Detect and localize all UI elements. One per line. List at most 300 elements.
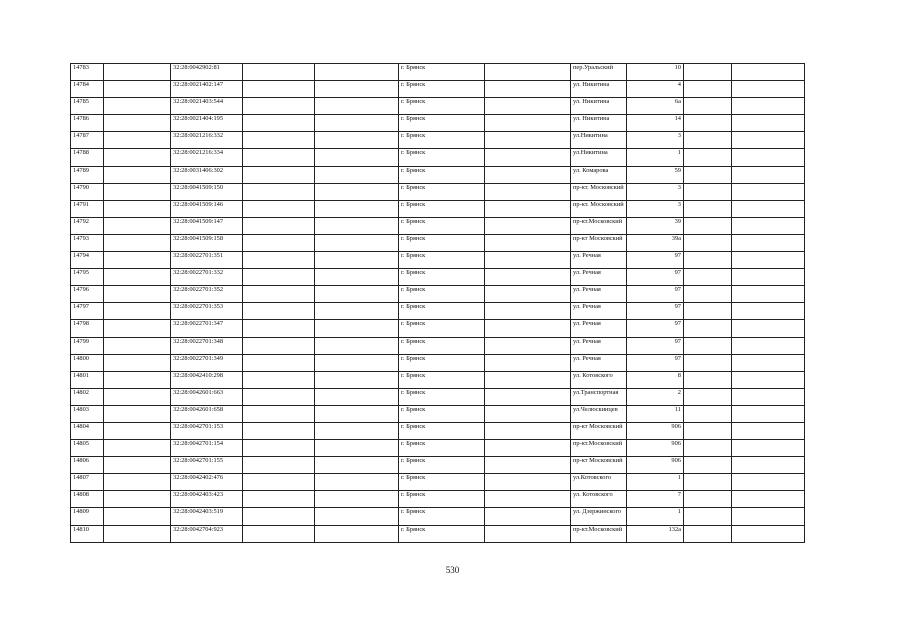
empty-cell bbox=[243, 371, 315, 388]
empty-cell bbox=[104, 183, 171, 200]
empty-cell bbox=[485, 81, 571, 98]
empty-cell bbox=[684, 149, 732, 166]
empty-cell bbox=[684, 200, 732, 217]
cell-id: 14810 bbox=[71, 525, 104, 542]
cell-cadastral: 32:28:0041509:158 bbox=[171, 234, 243, 251]
registry-table bbox=[70, 63, 805, 543]
cell-cadastral: 32:28:0022701:349 bbox=[171, 354, 243, 371]
cell-city: г. Брянск bbox=[399, 81, 485, 98]
empty-cell bbox=[732, 183, 805, 200]
empty-cell bbox=[485, 200, 571, 217]
table-row bbox=[71, 474, 805, 491]
cell-city: г. Брянск bbox=[399, 320, 485, 337]
empty-cell bbox=[485, 217, 571, 234]
cell-cadastral: 32:28:0041509:150 bbox=[171, 183, 243, 200]
table-row bbox=[71, 252, 805, 269]
empty-cell bbox=[243, 440, 315, 457]
cell-id: 14794 bbox=[71, 252, 104, 269]
cell-id: 14809 bbox=[71, 508, 104, 525]
empty-cell bbox=[104, 115, 171, 132]
empty-cell bbox=[684, 303, 732, 320]
cell-street: ул.Котовского bbox=[571, 474, 627, 491]
empty-cell bbox=[485, 166, 571, 183]
empty-cell bbox=[732, 234, 805, 251]
cell-street: ул. Дзержинского bbox=[571, 508, 627, 525]
empty-cell bbox=[104, 234, 171, 251]
cell-city: г. Брянск bbox=[399, 217, 485, 234]
empty-cell bbox=[684, 64, 732, 81]
cell-id: 14788 bbox=[71, 149, 104, 166]
cell-street: ул. Речная bbox=[571, 337, 627, 354]
empty-cell bbox=[243, 508, 315, 525]
empty-cell bbox=[485, 337, 571, 354]
empty-cell bbox=[732, 132, 805, 149]
empty-cell bbox=[315, 64, 399, 81]
cell-city: г. Брянск bbox=[399, 474, 485, 491]
table-row bbox=[71, 149, 805, 166]
cell-house: 10 bbox=[627, 64, 684, 81]
empty-cell bbox=[104, 405, 171, 422]
cell-house: 906 bbox=[627, 457, 684, 474]
cell-id: 14793 bbox=[71, 234, 104, 251]
cell-cadastral: 32:28:0021403:544 bbox=[171, 98, 243, 115]
empty-cell bbox=[315, 354, 399, 371]
cell-city: г. Брянск bbox=[399, 405, 485, 422]
empty-cell bbox=[684, 354, 732, 371]
empty-cell bbox=[315, 98, 399, 115]
empty-cell bbox=[732, 252, 805, 269]
cell-cadastral: 32:28:0042601:658 bbox=[171, 405, 243, 422]
cell-id: 14789 bbox=[71, 166, 104, 183]
empty-cell bbox=[315, 132, 399, 149]
empty-cell bbox=[732, 149, 805, 166]
cell-street: ул.Челюскинцев bbox=[571, 405, 627, 422]
empty-cell bbox=[485, 98, 571, 115]
empty-cell bbox=[684, 422, 732, 439]
empty-cell bbox=[104, 149, 171, 166]
cell-id: 14785 bbox=[71, 98, 104, 115]
empty-cell bbox=[732, 115, 805, 132]
cell-cadastral: 32:28:0042701:153 bbox=[171, 422, 243, 439]
empty-cell bbox=[315, 252, 399, 269]
cell-house: 8 bbox=[627, 371, 684, 388]
cell-id: 14808 bbox=[71, 491, 104, 508]
empty-cell bbox=[104, 303, 171, 320]
empty-cell bbox=[243, 149, 315, 166]
empty-cell bbox=[104, 440, 171, 457]
empty-cell bbox=[732, 354, 805, 371]
cell-street: пр-кт Московский bbox=[571, 457, 627, 474]
page-number: 530 bbox=[445, 565, 460, 575]
empty-cell bbox=[104, 98, 171, 115]
cell-cadastral: 32:28:0042701:154 bbox=[171, 440, 243, 457]
cell-street: ул. Никитина bbox=[571, 81, 627, 98]
empty-cell bbox=[315, 217, 399, 234]
cell-street: пр-кт.Московский bbox=[571, 440, 627, 457]
table-row bbox=[71, 81, 805, 98]
empty-cell bbox=[243, 115, 315, 132]
cell-id: 14792 bbox=[71, 217, 104, 234]
empty-cell bbox=[315, 303, 399, 320]
empty-cell bbox=[243, 474, 315, 491]
cell-house: 97 bbox=[627, 337, 684, 354]
cell-city: г. Брянск bbox=[399, 354, 485, 371]
empty-cell bbox=[732, 405, 805, 422]
table-row bbox=[71, 337, 805, 354]
cell-id: 14784 bbox=[71, 81, 104, 98]
empty-cell bbox=[243, 457, 315, 474]
cell-house: 97 bbox=[627, 252, 684, 269]
empty-cell bbox=[243, 320, 315, 337]
table-row bbox=[71, 354, 805, 371]
cell-cadastral: 32:28:0042402:476 bbox=[171, 474, 243, 491]
cell-house: 7 bbox=[627, 491, 684, 508]
table-row bbox=[71, 491, 805, 508]
empty-cell bbox=[243, 64, 315, 81]
cell-city: г. Брянск bbox=[399, 388, 485, 405]
cell-street: пер.Уральский bbox=[571, 64, 627, 81]
empty-cell bbox=[485, 64, 571, 81]
table-row bbox=[71, 98, 805, 115]
empty-cell bbox=[485, 320, 571, 337]
cell-cadastral: 32:28:0022701:347 bbox=[171, 320, 243, 337]
cell-street: ул. Никитина bbox=[571, 98, 627, 115]
cell-city: г. Брянск bbox=[399, 98, 485, 115]
empty-cell bbox=[485, 405, 571, 422]
table-row bbox=[71, 440, 805, 457]
cell-id: 14790 bbox=[71, 183, 104, 200]
empty-cell bbox=[315, 491, 399, 508]
cell-cadastral: 32:28:0022701:353 bbox=[171, 303, 243, 320]
empty-cell bbox=[684, 269, 732, 286]
empty-cell bbox=[732, 217, 805, 234]
empty-cell bbox=[315, 457, 399, 474]
cell-house: 132а bbox=[627, 525, 684, 542]
table-row bbox=[71, 183, 805, 200]
table-row bbox=[71, 422, 805, 439]
cell-id: 14797 bbox=[71, 303, 104, 320]
cell-cadastral: 32:28:0042902:81 bbox=[171, 64, 243, 81]
empty-cell bbox=[243, 405, 315, 422]
cell-house: 1 bbox=[627, 149, 684, 166]
table-row bbox=[71, 525, 805, 542]
empty-cell bbox=[243, 354, 315, 371]
empty-cell bbox=[732, 422, 805, 439]
empty-cell bbox=[315, 388, 399, 405]
cell-street: ул. Речная bbox=[571, 286, 627, 303]
empty-cell bbox=[243, 252, 315, 269]
cell-street: пр-кт Московский bbox=[571, 422, 627, 439]
empty-cell bbox=[315, 337, 399, 354]
cell-street: ул.Никитина bbox=[571, 149, 627, 166]
empty-cell bbox=[485, 303, 571, 320]
cell-cadastral: 32:28:0021216:332 bbox=[171, 132, 243, 149]
cell-street: пр-кт.Московский bbox=[571, 525, 627, 542]
cell-house: 11 bbox=[627, 405, 684, 422]
cell-city: г. Брянск bbox=[399, 64, 485, 81]
cell-city: г. Брянск bbox=[399, 200, 485, 217]
table-row bbox=[71, 200, 805, 217]
cell-cadastral: 32:28:0042403:423 bbox=[171, 491, 243, 508]
cell-id: 14800 bbox=[71, 354, 104, 371]
cell-id: 14802 bbox=[71, 388, 104, 405]
cell-house: 97 bbox=[627, 320, 684, 337]
cell-city: г. Брянск bbox=[399, 183, 485, 200]
cell-id: 14796 bbox=[71, 286, 104, 303]
cell-street: ул. Котовского bbox=[571, 371, 627, 388]
cell-id: 14804 bbox=[71, 422, 104, 439]
empty-cell bbox=[485, 508, 571, 525]
cell-street: ул. Котовского bbox=[571, 491, 627, 508]
empty-cell bbox=[104, 64, 171, 81]
empty-cell bbox=[104, 217, 171, 234]
cell-street: ул. Речная bbox=[571, 354, 627, 371]
cell-cadastral: 32:28:0041509:147 bbox=[171, 217, 243, 234]
empty-cell bbox=[485, 440, 571, 457]
cell-id: 14807 bbox=[71, 474, 104, 491]
empty-cell bbox=[243, 234, 315, 251]
empty-cell bbox=[684, 115, 732, 132]
cell-city: г. Брянск bbox=[399, 252, 485, 269]
cell-city: г. Брянск bbox=[399, 491, 485, 508]
empty-cell bbox=[485, 252, 571, 269]
empty-cell bbox=[315, 269, 399, 286]
cell-cadastral: 32:28:0042704:923 bbox=[171, 525, 243, 542]
empty-cell bbox=[104, 252, 171, 269]
cell-cadastral: 32:28:0031406:302 bbox=[171, 166, 243, 183]
empty-cell bbox=[732, 525, 805, 542]
empty-cell bbox=[485, 388, 571, 405]
empty-cell bbox=[485, 115, 571, 132]
empty-cell bbox=[684, 252, 732, 269]
empty-cell bbox=[315, 81, 399, 98]
empty-cell bbox=[485, 457, 571, 474]
empty-cell bbox=[485, 183, 571, 200]
table-row bbox=[71, 286, 805, 303]
empty-cell bbox=[732, 457, 805, 474]
cell-street: ул. Комарова bbox=[571, 166, 627, 183]
table-row bbox=[71, 115, 805, 132]
cell-id: 14795 bbox=[71, 269, 104, 286]
empty-cell bbox=[104, 508, 171, 525]
table-body bbox=[71, 64, 805, 543]
empty-cell bbox=[684, 388, 732, 405]
empty-cell bbox=[104, 81, 171, 98]
empty-cell bbox=[684, 440, 732, 457]
table-row bbox=[71, 303, 805, 320]
empty-cell bbox=[315, 200, 399, 217]
empty-cell bbox=[315, 115, 399, 132]
empty-cell bbox=[243, 132, 315, 149]
empty-cell bbox=[732, 320, 805, 337]
empty-cell bbox=[315, 286, 399, 303]
cell-id: 14791 bbox=[71, 200, 104, 217]
cell-id: 14787 bbox=[71, 132, 104, 149]
empty-cell bbox=[104, 491, 171, 508]
empty-cell bbox=[732, 508, 805, 525]
cell-street: пр-кт. Московский bbox=[571, 200, 627, 217]
empty-cell bbox=[732, 166, 805, 183]
empty-cell bbox=[243, 286, 315, 303]
cell-id: 14786 bbox=[71, 115, 104, 132]
empty-cell bbox=[732, 491, 805, 508]
empty-cell bbox=[732, 474, 805, 491]
cell-house: 3 bbox=[627, 200, 684, 217]
cell-house: 97 bbox=[627, 303, 684, 320]
cell-house: 97 bbox=[627, 286, 684, 303]
cell-city: г. Брянск bbox=[399, 508, 485, 525]
cell-cadastral: 32:28:0042701:155 bbox=[171, 457, 243, 474]
cell-street: ул. Речная bbox=[571, 320, 627, 337]
empty-cell bbox=[485, 149, 571, 166]
table-row bbox=[71, 320, 805, 337]
cell-house: 906 bbox=[627, 440, 684, 457]
empty-cell bbox=[485, 371, 571, 388]
empty-cell bbox=[485, 474, 571, 491]
cell-street: пр-кт. Московский bbox=[571, 183, 627, 200]
empty-cell bbox=[732, 64, 805, 81]
table-row bbox=[71, 405, 805, 422]
empty-cell bbox=[684, 525, 732, 542]
table-row bbox=[71, 508, 805, 525]
cell-cadastral: 32:28:0022701:348 bbox=[171, 337, 243, 354]
empty-cell bbox=[485, 234, 571, 251]
cell-house: 14 bbox=[627, 115, 684, 132]
empty-cell bbox=[732, 200, 805, 217]
empty-cell bbox=[104, 337, 171, 354]
cell-city: г. Брянск bbox=[399, 234, 485, 251]
table-row bbox=[71, 371, 805, 388]
empty-cell bbox=[243, 200, 315, 217]
cell-street: ул. Речная bbox=[571, 269, 627, 286]
cell-cadastral: 32:28:0042601:663 bbox=[171, 388, 243, 405]
empty-cell bbox=[315, 508, 399, 525]
cell-house: 2 bbox=[627, 388, 684, 405]
empty-cell bbox=[684, 217, 732, 234]
cell-street: ул. Никитина bbox=[571, 115, 627, 132]
cell-city: г. Брянск bbox=[399, 286, 485, 303]
cell-street: пр-кт Московский bbox=[571, 234, 627, 251]
empty-cell bbox=[732, 371, 805, 388]
empty-cell bbox=[684, 132, 732, 149]
table-row bbox=[71, 132, 805, 149]
cell-house: 39 bbox=[627, 217, 684, 234]
empty-cell bbox=[315, 320, 399, 337]
empty-cell bbox=[485, 491, 571, 508]
cell-id: 14799 bbox=[71, 337, 104, 354]
empty-cell bbox=[104, 269, 171, 286]
empty-cell bbox=[684, 320, 732, 337]
empty-cell bbox=[315, 474, 399, 491]
cell-street: ул.Никитина bbox=[571, 132, 627, 149]
cell-city: г. Брянск bbox=[399, 440, 485, 457]
cell-city: г. Брянск bbox=[399, 337, 485, 354]
cell-city: г. Брянск bbox=[399, 371, 485, 388]
empty-cell bbox=[684, 508, 732, 525]
empty-cell bbox=[315, 440, 399, 457]
empty-cell bbox=[732, 286, 805, 303]
cell-cadastral: 32:28:0022701:352 bbox=[171, 286, 243, 303]
empty-cell bbox=[732, 98, 805, 115]
cell-id: 14783 bbox=[71, 64, 104, 81]
empty-cell bbox=[684, 491, 732, 508]
empty-cell bbox=[104, 388, 171, 405]
empty-cell bbox=[732, 303, 805, 320]
empty-cell bbox=[243, 388, 315, 405]
cell-cadastral: 32:28:0042403:519 bbox=[171, 508, 243, 525]
empty-cell bbox=[485, 286, 571, 303]
empty-cell bbox=[684, 81, 732, 98]
cell-cadastral: 32:28:0021402:147 bbox=[171, 81, 243, 98]
cell-house: 906 bbox=[627, 422, 684, 439]
empty-cell bbox=[243, 337, 315, 354]
empty-cell bbox=[684, 457, 732, 474]
empty-cell bbox=[684, 98, 732, 115]
empty-cell bbox=[104, 320, 171, 337]
empty-cell bbox=[315, 405, 399, 422]
empty-cell bbox=[243, 303, 315, 320]
table-row bbox=[71, 217, 805, 234]
cell-house: 4 bbox=[627, 81, 684, 98]
empty-cell bbox=[732, 81, 805, 98]
empty-cell bbox=[243, 217, 315, 234]
empty-cell bbox=[485, 422, 571, 439]
cell-city: г. Брянск bbox=[399, 166, 485, 183]
empty-cell bbox=[243, 98, 315, 115]
cell-street: пр-кт.Московский bbox=[571, 217, 627, 234]
cell-house: 1 bbox=[627, 474, 684, 491]
cell-house: 97 bbox=[627, 354, 684, 371]
empty-cell bbox=[684, 234, 732, 251]
cell-id: 14803 bbox=[71, 405, 104, 422]
table-row bbox=[71, 234, 805, 251]
cell-city: г. Брянск bbox=[399, 525, 485, 542]
empty-cell bbox=[243, 269, 315, 286]
cell-house: 6а bbox=[627, 98, 684, 115]
cell-cadastral: 32:28:0022701:351 bbox=[171, 252, 243, 269]
cell-street: ул. Речная bbox=[571, 303, 627, 320]
empty-cell bbox=[315, 166, 399, 183]
cell-cadastral: 32:28:0042410:298 bbox=[171, 371, 243, 388]
cell-id: 14806 bbox=[71, 457, 104, 474]
cell-city: г. Брянск bbox=[399, 457, 485, 474]
empty-cell bbox=[243, 525, 315, 542]
empty-cell bbox=[104, 200, 171, 217]
empty-cell bbox=[315, 422, 399, 439]
table-row bbox=[71, 64, 805, 81]
empty-cell bbox=[684, 183, 732, 200]
cell-city: г. Брянск bbox=[399, 303, 485, 320]
cell-house: 3 bbox=[627, 183, 684, 200]
cell-street: ул. Речная bbox=[571, 252, 627, 269]
empty-cell bbox=[315, 149, 399, 166]
empty-cell bbox=[104, 286, 171, 303]
cell-street: ул.Транспортная bbox=[571, 388, 627, 405]
empty-cell bbox=[732, 269, 805, 286]
cell-city: г. Брянск bbox=[399, 149, 485, 166]
empty-cell bbox=[485, 525, 571, 542]
empty-cell bbox=[485, 132, 571, 149]
empty-cell bbox=[315, 183, 399, 200]
empty-cell bbox=[104, 474, 171, 491]
empty-cell bbox=[104, 166, 171, 183]
cell-id: 14805 bbox=[71, 440, 104, 457]
empty-cell bbox=[732, 337, 805, 354]
cell-house: 3 bbox=[627, 132, 684, 149]
empty-cell bbox=[732, 388, 805, 405]
cell-house: 1 bbox=[627, 508, 684, 525]
cell-city: г. Брянск bbox=[399, 269, 485, 286]
